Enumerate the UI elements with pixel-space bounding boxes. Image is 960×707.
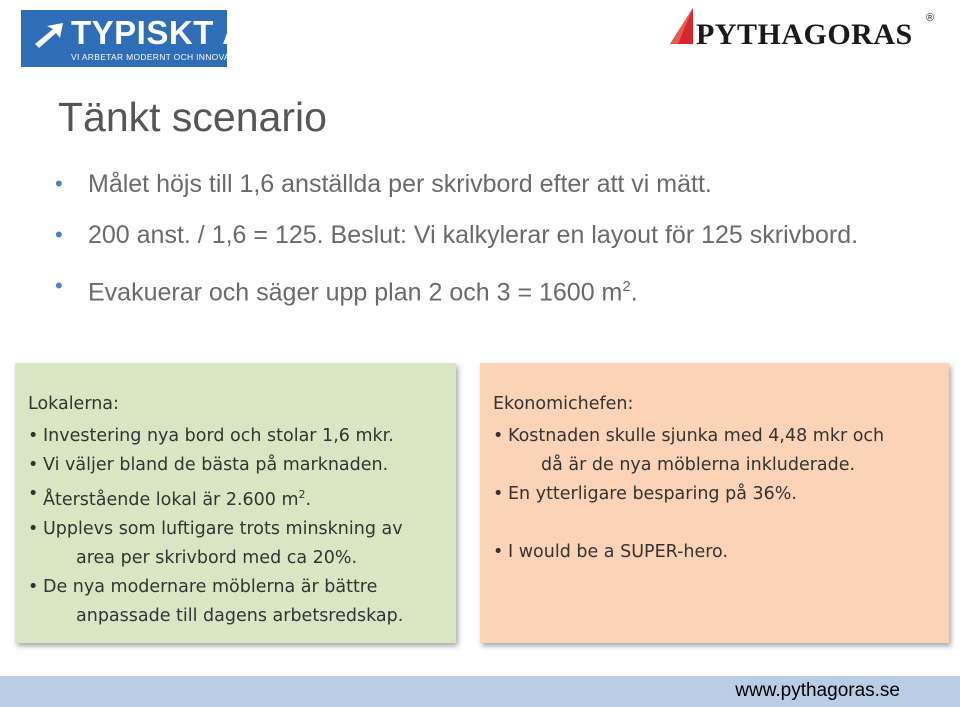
footer-url[interactable]: www.pythagoras.se [735, 680, 900, 701]
list-item [28, 422, 403, 451]
list-item-text: De nya modernare möblerna är bättre [43, 576, 378, 597]
list-item-text: Kostnaden skulle sjunka med 4,48 mkr och [508, 426, 885, 446]
bullet-dot: • [28, 518, 39, 539]
ekonomichefen-heading: Ekonomichefen: [493, 394, 634, 414]
ekonomichefen-list [493, 422, 884, 567]
bullet-dot: • [28, 576, 39, 597]
superscript: 2 [622, 278, 631, 295]
list-item [28, 515, 403, 544]
pythagoras-logo [668, 4, 940, 52]
typiskt-ab-logo [21, 10, 271, 67]
main-bullet-text: Målet höjs till 1,6 anställda per skrivbord efter att vi mätt. [88, 170, 712, 198]
main-bullet-2 [55, 219, 888, 252]
logo-right-name: PYTHAGORAS [696, 18, 913, 51]
list-item-continuation: area per skrivbord med ca 20%. [76, 547, 358, 568]
main-bullet-text: 200 anst. / 1,6 = 125. Beslut: Vi kalkylerar en layout för 125 skrivbord. [88, 221, 859, 249]
list-item [28, 451, 403, 480]
logo-left-tagline: VI ARBETAR MODERNT OCH INNOVATIVT [71, 52, 249, 62]
bullet-dot: • [28, 484, 39, 504]
ekonomichefen-box [480, 363, 949, 643]
list-item-continuation: anpassade till dagens arbetsredskap. [76, 605, 404, 626]
bullet-dot: • [55, 222, 63, 247]
list-item [28, 480, 403, 515]
bullet-dot: • [55, 171, 63, 196]
list-item [493, 538, 884, 567]
list-item [493, 480, 884, 509]
arrow-icon [33, 20, 67, 50]
spacer [493, 509, 884, 538]
list-item-text: Återstående lokal är 2.600 m [43, 489, 299, 510]
page-title: Tänkt scenario [58, 94, 327, 140]
bullet-dot: • [493, 484, 504, 504]
main-bullet-3 [55, 270, 915, 309]
bullet-dot: • [28, 455, 39, 475]
list-item-text: I would be a SUPER-hero. [508, 542, 729, 562]
punctuation: . [305, 489, 312, 510]
main-bullets [55, 168, 915, 327]
superscript: 2 [298, 488, 306, 501]
list-item-text: Vi väljer bland de bästa på marknaden. [43, 455, 389, 475]
bullet-dot: • [493, 426, 504, 446]
logo-left-name: TYPISKT AB [71, 14, 271, 51]
footer-bar [0, 676, 960, 707]
main-bullet-text: Evakuerar och säger upp plan 2 och 3 = 1600 m [88, 278, 623, 307]
bullet-dot: • [493, 542, 504, 562]
punctuation: . [630, 278, 638, 307]
list-item-text: Investering nya bord och stolar 1,6 mkr. [43, 426, 394, 446]
list-item-text: En ytterligare besparing på 36%. [508, 484, 797, 504]
registered-mark: ® [926, 12, 935, 24]
list-item [493, 422, 884, 451]
lokalerna-box [15, 363, 456, 643]
list-item-continuation: då är de nya möblerna inkluderade. [541, 455, 856, 475]
bullet-dot: • [28, 426, 39, 446]
triangle-logo-icon [668, 4, 698, 48]
lokalerna-list [28, 422, 403, 631]
main-bullet-1 [55, 168, 915, 201]
bullet-dot: • [55, 273, 63, 298]
list-item-text: Upplevs som luftigare trots minskning av [43, 518, 403, 539]
lokalerna-heading: Lokalerna: [28, 394, 119, 414]
list-item [28, 573, 403, 602]
